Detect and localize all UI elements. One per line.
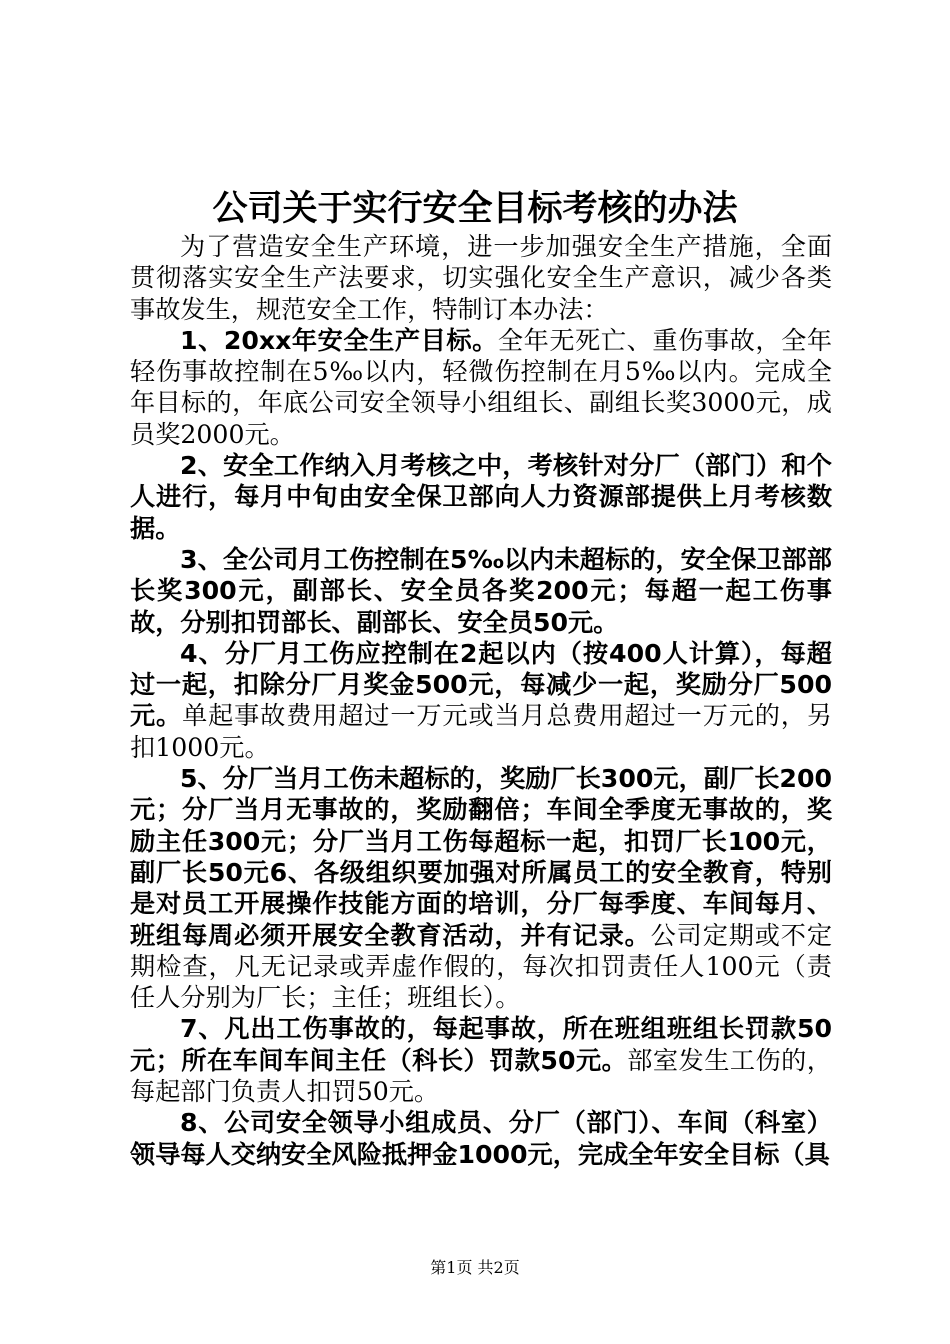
paragraph-text-run: 7、凡出工伤事故的，每起事故，所在班组班组长罚款50元；所在车间车间主任（科长）罚款50元。 xyxy=(130,1014,832,1075)
body-paragraph xyxy=(130,545,832,639)
paragraph-text-run: 部室发生工伤的，每起部门负责人扣罚50元。 xyxy=(130,1045,832,1107)
body-paragraph xyxy=(130,326,832,451)
body-paragraph xyxy=(130,639,832,764)
page-footer: 第1页 共2页 xyxy=(430,1258,520,1277)
paragraph-text-run: 公司定期或不定期检查，凡无记录或弄虚作假的，每次扣罚责任人100元（责任人分别为厂长；主任；班组长）。 xyxy=(130,920,832,1013)
body-paragraph xyxy=(130,1014,832,1108)
paragraph-text-run: 4、分厂月工伤应控制在2起以内（按400人计算），每超过一起，扣除分厂月奖金500元，每减少一起，奖励分厂500元。 xyxy=(130,638,832,731)
document-body xyxy=(130,232,832,1171)
paragraph-text-run: 为了营造安全生产环境，进一步加强安全生产措施，全面贯彻落实安全生产法要求，切实强化安全生产意识，减少各类事故发生，规范安全工作，特制订本办法： xyxy=(130,232,832,324)
body-paragraph xyxy=(130,232,832,326)
body-paragraph xyxy=(130,1108,832,1171)
paragraph-text-run: 单起事故费用超过一万元或当月总费用超过一万元的，另扣1000元。 xyxy=(130,701,832,762)
paragraph-text-run: 8、公司安全领导小组成员、分厂（部门）、车间（科室）领导每人交纳安全风险抵押金1000元，完成全年安全目标（具 xyxy=(130,1108,832,1169)
paragraph-text-run: 1、20xx年安全生产目标。 xyxy=(180,325,498,355)
body-paragraph xyxy=(130,764,832,1014)
paragraph-text-run: 全年无死亡、重伤事故，全年轻伤事故控制在5‰以内，轻微伤控制在月5‰以内。完成全年目标的，年底公司安全领导小组组长、副组长奖3000元，成员奖2000元。 xyxy=(130,325,833,449)
paragraph-text-run: 2、安全工作纳入月考核之中，考核针对分厂（部门）和个人进行，每月中旬由安全保卫部向人力资源部提供上月考核数据。 xyxy=(130,451,832,543)
paragraph-text-run: 3、全公司月工伤控制在5‰以内未超标的，安全保卫部部长奖300元，副部长、安全员各奖200元；每超一起工伤事故，分别扣罚部长、副部长、安全员50元。 xyxy=(130,544,832,637)
body-paragraph xyxy=(130,451,832,545)
document-title: 公司关于实行安全目标考核的办法 xyxy=(212,189,738,229)
paragraph-text-run: 5、分厂当月工伤未超标的，奖励厂长300元，副厂长200元；分厂当月无事故的，奖励翻倍；车间全季度无事故的，奖励主任300元；分厂当月工伤每超标一起，扣罚厂长100元，副厂长50元6、各级组织要加强对所属员工的安全教育，特别是对员工开展操作技能方面的培训，分厂每季度、车间每月、班组每周必须开展安全教育活动，并有记录。 xyxy=(130,764,832,950)
